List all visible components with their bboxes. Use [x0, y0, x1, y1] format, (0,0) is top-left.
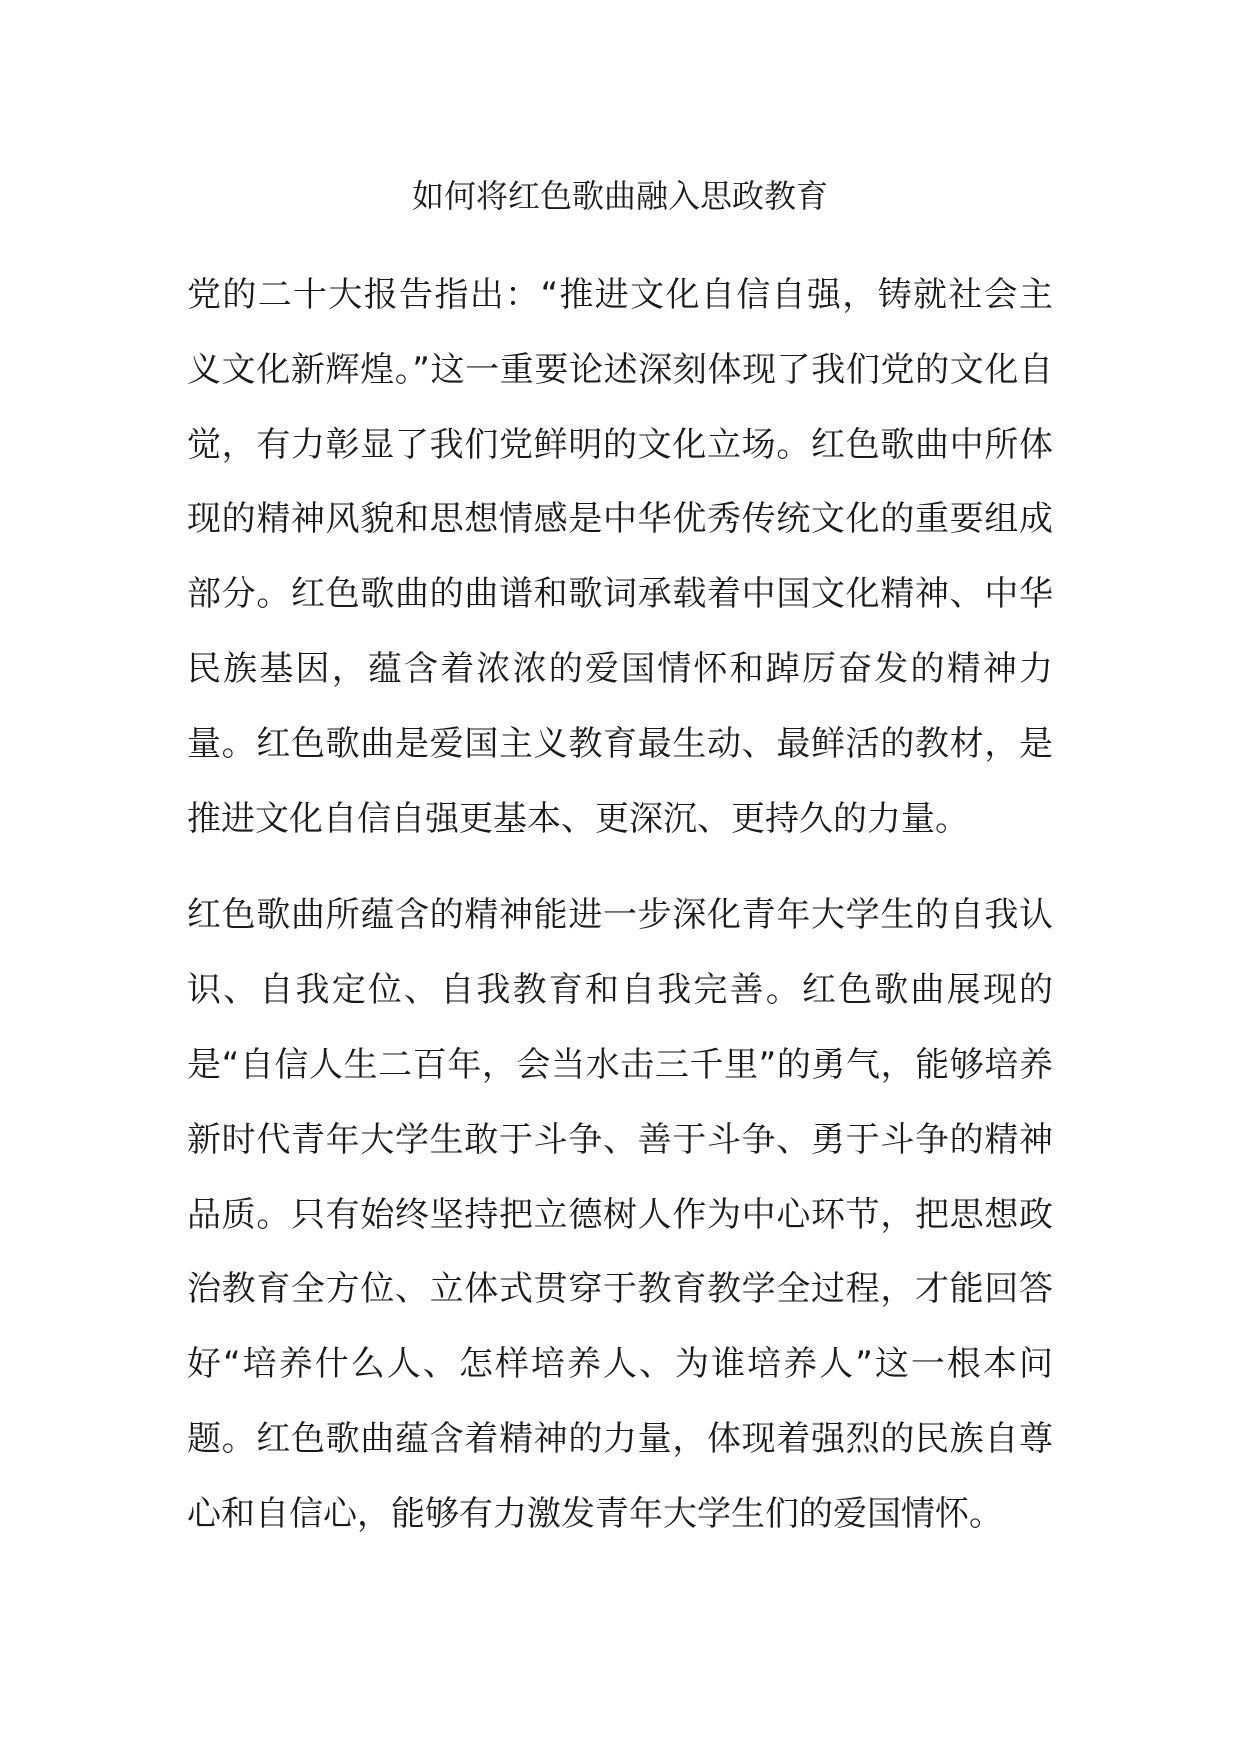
- document-body: [187, 258, 1053, 1574]
- document-title: 如何将红色歌曲融入思政教育: [411, 177, 828, 215]
- paragraph: 红色歌曲所蕴含的精神能进一步深化青年大学生的自我认识、自我定位、自我教育和自我完善。红色歌曲展现的是“自信人生二百年，会当水击三千里”的勇气，能够培养新时代青年大学生敢于斗争、善于斗争、勇于斗争的精神品质。只有始终坚持把立德树人作为中心环节，把思想政治教育全方位、立体式贯穿于教育教学全过程，才能回答好“培养什么人、怎样培养人、为谁培养人”这一根本问题。红色歌曲蕴含着精神的力量，体现着强烈的民族自尊心和自信心，能够有力激发青年大学生们的爱国情怀。: [187, 895, 1053, 1534]
- paragraph: 党的二十大报告指出：“推进文化自信自强，铸就社会主义文化新辉煌。”这一重要论述深刻体现了我们党的文化自觉，有力彰显了我们党鲜明的文化立场。红色歌曲中所体现的精神风貌和思想情感是中华优秀传统文化的重要组成部分。红色歌曲的曲谱和歌词承载着中国文化精神、中华民族基因，蕴含着浓浓的爱国情怀和踔厉奋发的精神力量。红色歌曲是爱国主义教育最生动、最鲜活的教材，是推进文化自信自强更基本、更深沉、更持久的力量。: [187, 275, 1053, 839]
